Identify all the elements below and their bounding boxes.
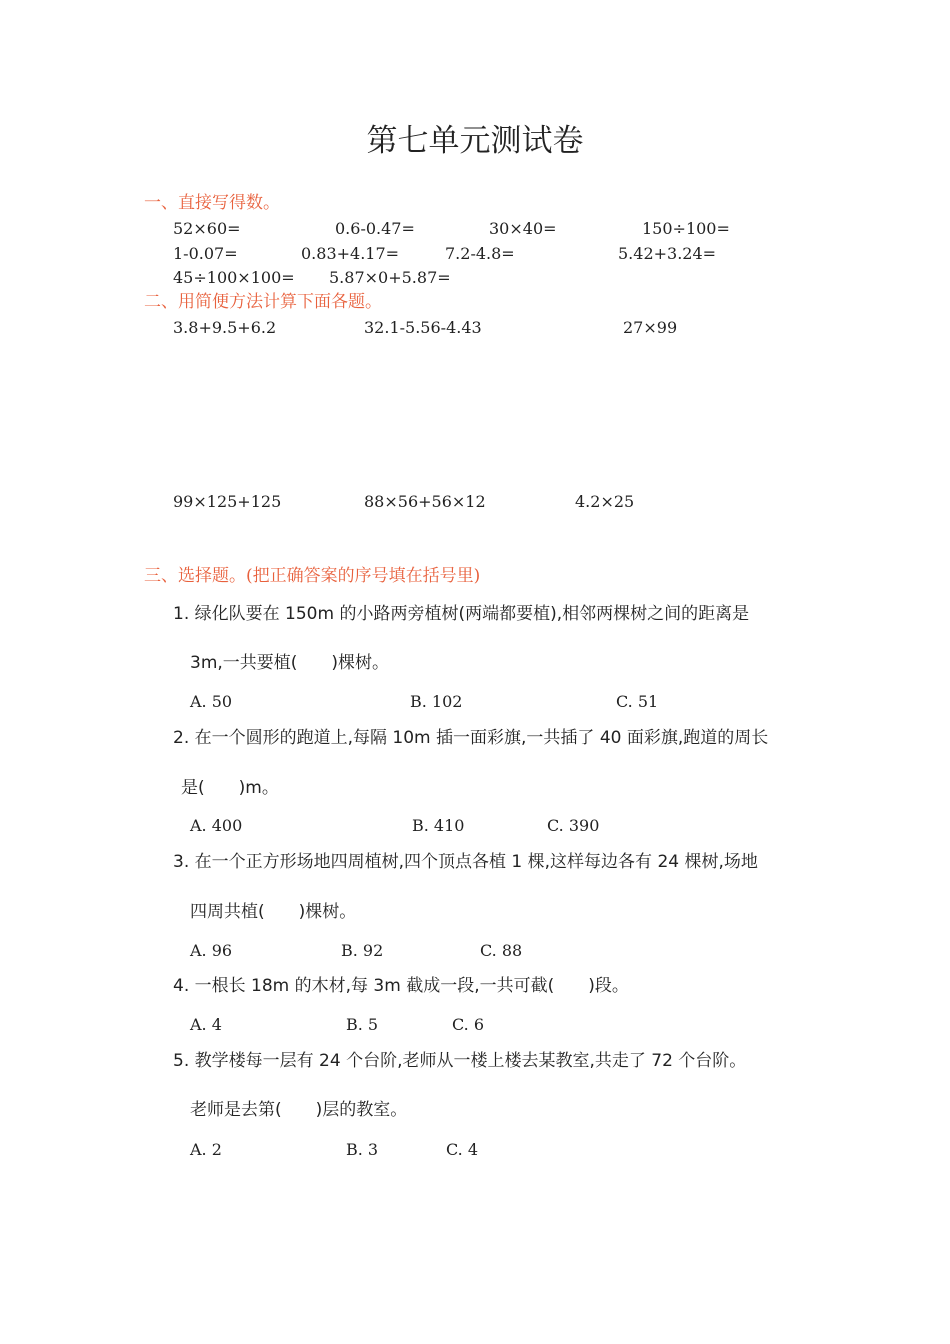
problem: 52×60= <box>173 219 241 238</box>
option: B. 102 <box>410 692 463 711</box>
option: C. 4 <box>446 1140 479 1159</box>
option: C. 6 <box>452 1015 485 1034</box>
option: B. 5 <box>346 1015 379 1034</box>
problem: 0.6-0.47= <box>335 219 415 238</box>
section3-heading: 三、选择题。(把正确答案的序号填在括号里) <box>144 566 481 586</box>
option: C. 88 <box>480 941 523 960</box>
option: A. 4 <box>190 1015 222 1034</box>
option: A. 400 <box>190 816 243 835</box>
question-5-cont: 老师是去第( )层的教室。 <box>190 1100 408 1120</box>
problem: 7.2-4.8= <box>445 244 515 263</box>
problem: 150÷100= <box>642 219 730 238</box>
problem: 32.1-5.56-4.43 <box>364 318 482 337</box>
question-4: 4. 一根长 18m 的木材,每 3m 截成一段,一共可截( )段。 <box>173 976 629 996</box>
option: A. 96 <box>190 941 233 960</box>
option: C. 390 <box>547 816 600 835</box>
option: A. 2 <box>190 1140 222 1159</box>
question-3-cont: 四周共植( )棵树。 <box>190 902 357 922</box>
problem: 0.83+4.17= <box>301 244 400 263</box>
option: B. 410 <box>412 816 465 835</box>
question-2: 2. 在一个圆形的跑道上,每隔 10m 插一面彩旗,一共插了 40 面彩旗,跑道的周长 <box>173 728 769 748</box>
section2-heading: 二、用简便方法计算下面各题。 <box>144 292 382 312</box>
problem: 4.2×25 <box>575 492 635 511</box>
section1-heading: 一、直接写得数。 <box>144 193 280 213</box>
option: B. 3 <box>346 1140 379 1159</box>
option: C. 51 <box>616 692 659 711</box>
problem: 3.8+9.5+6.2 <box>173 318 277 337</box>
problem: 1-0.07= <box>173 244 238 263</box>
question-1-cont: 3m,一共要植( )棵树。 <box>190 653 390 673</box>
problem: 5.87×0+5.87= <box>329 268 451 287</box>
question-5: 5. 教学楼每一层有 24 个台阶,老师从一楼上楼去某教室,共走了 72 个台阶。 <box>173 1051 747 1071</box>
problem: 99×125+125 <box>173 492 282 511</box>
problem: 5.42+3.24= <box>618 244 717 263</box>
question-3: 3. 在一个正方形场地四周植树,四个顶点各植 1 棵,这样每边各有 24 棵树,场地 <box>173 852 758 872</box>
page-title: 第七单元测试卷 <box>366 123 584 159</box>
problem: 30×40= <box>489 219 557 238</box>
question-2-cont: 是( )m。 <box>181 778 279 798</box>
problem: 45÷100×100= <box>173 268 295 287</box>
option: A. 50 <box>190 692 233 711</box>
question-1: 1. 绿化队要在 150m 的小路两旁植树(两端都要植),相邻两棵树之间的距离是 <box>173 604 750 624</box>
option: B. 92 <box>341 941 384 960</box>
problem: 27×99 <box>623 318 678 337</box>
problem: 88×56+56×12 <box>364 492 486 511</box>
